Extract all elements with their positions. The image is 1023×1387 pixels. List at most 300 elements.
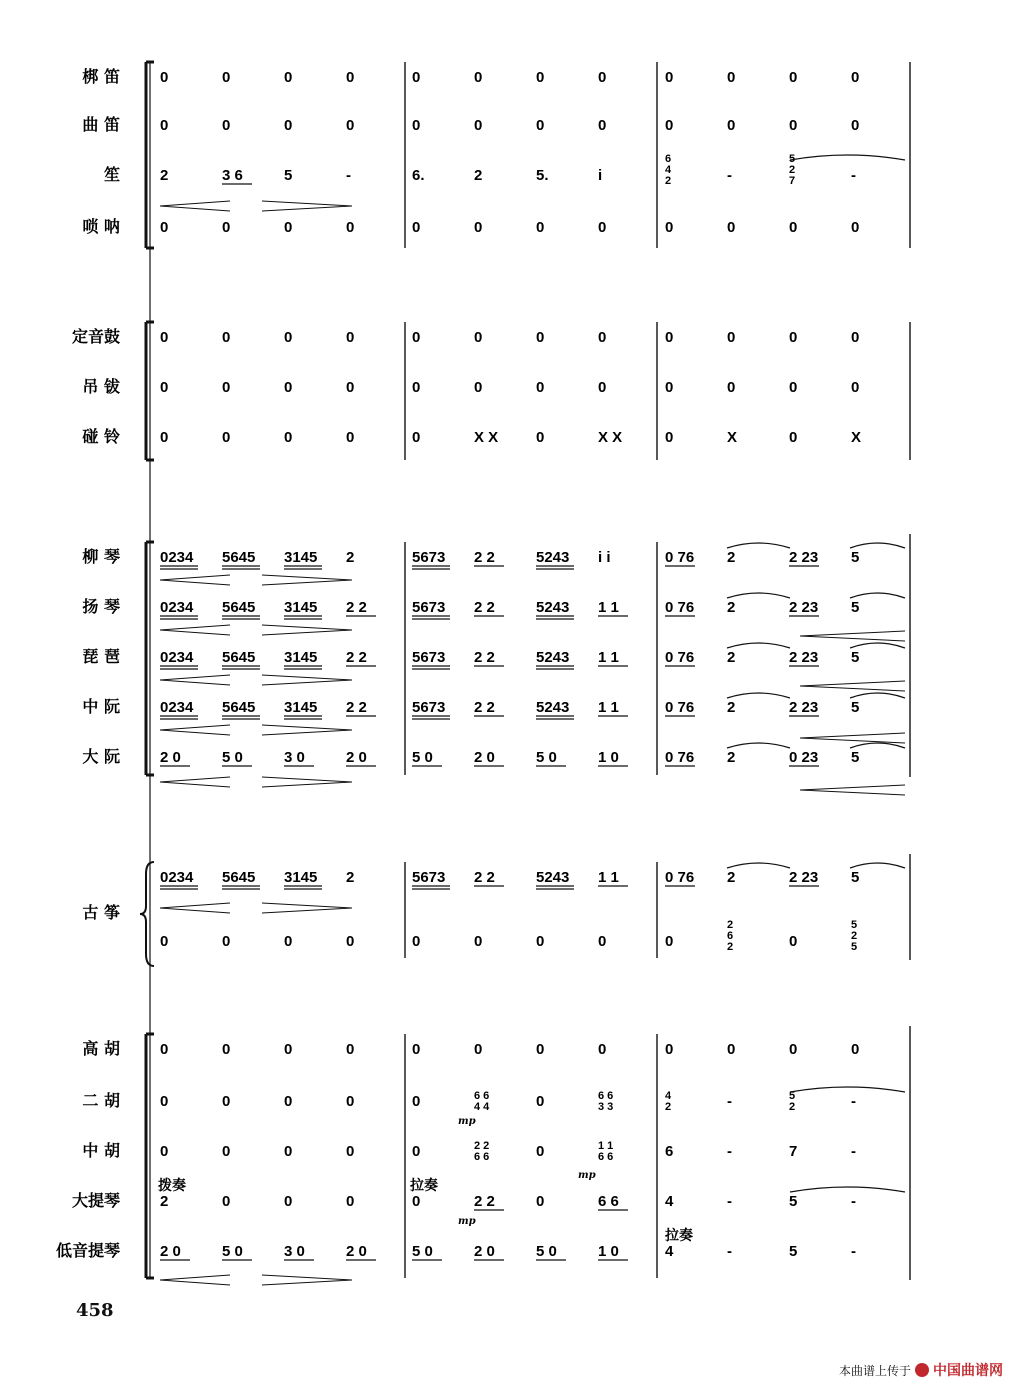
footer-text: 本曲谱上传于 (838, 1363, 911, 1378)
note: 0 (222, 117, 231, 134)
note: 2 (474, 167, 483, 184)
tie (850, 863, 905, 868)
note: 0 (727, 379, 736, 396)
tie (850, 543, 905, 548)
note: 0 (665, 69, 674, 86)
note: 0 (222, 429, 231, 446)
instrument-label: 高 胡 (82, 1039, 120, 1058)
note: 0 (284, 219, 293, 236)
note: 0 (665, 429, 674, 446)
note: 0 (160, 379, 169, 396)
tie (850, 643, 905, 648)
note: 0234 (160, 699, 194, 716)
note: 0 (160, 329, 169, 346)
decrescendo-hairpin (262, 625, 352, 635)
note: 0 (160, 933, 169, 950)
tie (727, 593, 790, 598)
instrument-label: 梆 笛 (82, 67, 120, 86)
note: 0 (284, 1143, 293, 1160)
note: 2 2 (346, 649, 367, 666)
note: 0 (412, 219, 421, 236)
note: 5243 (536, 599, 570, 616)
note: 0 (536, 69, 545, 86)
note: 5 0 (222, 749, 243, 766)
note: - (727, 1243, 732, 1260)
note: 0 (222, 1193, 231, 1210)
crescendo-hairpin (800, 631, 905, 641)
note: 0 (474, 69, 483, 86)
note: 0 (598, 379, 607, 396)
note: 0 (665, 1041, 674, 1058)
note: 0 (284, 1193, 293, 1210)
chord-note: 3 3 (598, 1101, 614, 1113)
note: 0 (851, 1041, 860, 1058)
note: - (851, 1143, 856, 1160)
note: 5 0 (412, 749, 433, 766)
chord-note: 6 6 (474, 1151, 490, 1163)
note: 0 76 (665, 749, 695, 766)
note: 0234 (160, 649, 194, 666)
tie (727, 863, 790, 868)
note: 1 1 (598, 869, 619, 886)
note: 0 (851, 117, 860, 134)
note: 2 23 (789, 549, 819, 566)
chord-note: 2 (665, 1101, 672, 1113)
tie (727, 643, 790, 648)
arco-mark: 拉奏 (665, 1228, 693, 1244)
note: 0 (474, 933, 483, 950)
note: - (727, 1193, 732, 1210)
note: 0 (727, 219, 736, 236)
note: 2 2 (474, 599, 495, 616)
note: 1 1 (598, 649, 619, 666)
note: 2 2 (346, 599, 367, 616)
note: - (727, 1093, 732, 1110)
note: 0 (284, 117, 293, 134)
instrument-label: 中 阮 (82, 697, 120, 716)
note: 5673 (412, 699, 446, 716)
note: 3 0 (284, 749, 305, 766)
note: 0 (536, 429, 545, 446)
note: - (851, 167, 856, 184)
chord-note: 4 (665, 1090, 672, 1102)
tie (790, 1087, 905, 1092)
note: 0 (536, 933, 545, 950)
crescendo-hairpin (160, 1275, 230, 1285)
note: 0 (598, 117, 607, 134)
note: 0 (474, 379, 483, 396)
note: 0234 (160, 549, 194, 566)
decrescendo-hairpin (262, 201, 352, 211)
decrescendo-hairpin (262, 777, 352, 787)
instrument-label: 柳 琴 (82, 547, 120, 566)
note: 0234 (160, 869, 194, 886)
note: 0 76 (665, 699, 695, 716)
note: 0 76 (665, 869, 695, 886)
note: 5. (536, 167, 549, 184)
note: - (851, 1193, 856, 1210)
note: 5 (851, 869, 860, 886)
note: 5645 (222, 869, 256, 886)
instrument-label: 吊 钹 (82, 377, 120, 396)
note: 0 (346, 379, 355, 396)
note: 0 (160, 117, 169, 134)
note: 0 (222, 1041, 231, 1058)
note: 0 (346, 69, 355, 86)
note: 0 (284, 933, 293, 950)
crescendo-hairpin (160, 725, 230, 735)
instrument-label: 古 筝 (82, 903, 120, 922)
note: 1 0 (598, 1243, 619, 1260)
note: 0 (346, 329, 355, 346)
note: 0 (727, 69, 736, 86)
decrescendo-hairpin (262, 725, 352, 735)
tie (850, 593, 905, 598)
tie (727, 693, 790, 698)
chord-note: 6 6 (598, 1090, 614, 1102)
note: 0 (412, 1093, 421, 1110)
note: 1 1 (598, 599, 619, 616)
note: 0 (412, 117, 421, 134)
dynamic-mp: mp (578, 1170, 596, 1181)
instrument-label: 扬 琴 (82, 597, 120, 616)
note: 0 (222, 219, 231, 236)
note: 0 (536, 1093, 545, 1110)
note: 0 (160, 1041, 169, 1058)
note: - (727, 1143, 732, 1160)
tie (850, 743, 905, 748)
arco-mark: 拉奏 (410, 1178, 438, 1194)
note: 5 (789, 1193, 798, 1210)
chord-note: 2 (727, 919, 734, 931)
note: 0 (160, 1093, 169, 1110)
note: 5243 (536, 649, 570, 666)
note: 7 (789, 1143, 798, 1160)
instrument-label: 笙 (103, 165, 120, 184)
note: 0 (598, 329, 607, 346)
chord-note: 6 6 (474, 1090, 490, 1102)
note: 0 (412, 379, 421, 396)
note: 0 (346, 117, 355, 134)
note: 2 23 (789, 699, 819, 716)
note: 0 (222, 69, 231, 86)
note: 0 23 (789, 749, 819, 766)
note: 0 76 (665, 599, 695, 616)
note: 0 (598, 69, 607, 86)
note: 0 (412, 1193, 421, 1210)
note: 3 0 (284, 1243, 305, 1260)
note: 0 (346, 933, 355, 950)
note: 2 0 (160, 1243, 181, 1260)
note: 0 (789, 329, 798, 346)
note: 0 (474, 329, 483, 346)
note: 5673 (412, 649, 446, 666)
note: 0 (727, 1041, 736, 1058)
note: 2 (160, 1193, 169, 1210)
note: 4 (665, 1243, 674, 1260)
note: 0 (474, 219, 483, 236)
note: 0 (665, 117, 674, 134)
note: - (346, 167, 351, 184)
crescendo-hairpin (160, 903, 230, 913)
note: 1 0 (598, 749, 619, 766)
note: 3145 (284, 649, 318, 666)
chord-note: 2 (727, 941, 734, 953)
note: 0 (412, 329, 421, 346)
note: 0 (665, 219, 674, 236)
note: 5673 (412, 599, 446, 616)
note: 2 2 (474, 1193, 495, 1210)
crescendo-hairpin (800, 681, 905, 691)
note: 0 (665, 933, 674, 950)
note: 2 (727, 699, 736, 716)
note: 0 76 (665, 549, 695, 566)
page-number: 458 (76, 1300, 114, 1321)
note: 2 23 (789, 869, 819, 886)
chord-note: 2 2 (474, 1140, 490, 1152)
note: 0 (284, 379, 293, 396)
note: 5673 (412, 869, 446, 886)
dynamic-mp: mp (458, 1216, 476, 1227)
note: 4 (665, 1193, 674, 1210)
note: 0 (346, 219, 355, 236)
note: 2 2 (346, 699, 367, 716)
note: 2 (727, 649, 736, 666)
chord-note: 2 (789, 1101, 796, 1113)
instrument-label: 大 阮 (82, 747, 120, 766)
chord-note: 6 6 (598, 1151, 614, 1163)
note: 5 (284, 167, 293, 184)
tie (790, 155, 905, 160)
tie (850, 693, 905, 698)
note: 5 0 (222, 1243, 243, 1260)
note: 0 (789, 429, 798, 446)
note: 0 (222, 933, 231, 950)
note: 5 (851, 549, 860, 566)
note: 0 (789, 69, 798, 86)
note: 0 (851, 379, 860, 396)
note: 2 (727, 549, 736, 566)
note: 5645 (222, 549, 256, 566)
note: 0 (789, 379, 798, 396)
note: 2 (727, 749, 736, 766)
note: 3145 (284, 699, 318, 716)
note: 0 (727, 329, 736, 346)
tie (727, 543, 790, 548)
note: 2 2 (474, 649, 495, 666)
chord-note: 2 (789, 164, 796, 176)
note: 0 (412, 1143, 421, 1160)
instrument-label: 大提琴 (71, 1191, 120, 1210)
note: 0 (346, 1041, 355, 1058)
note: 0 (536, 1143, 545, 1160)
note: 0 (222, 379, 231, 396)
note: 5645 (222, 599, 256, 616)
dynamic-mp: mp (458, 1116, 476, 1127)
crescendo-hairpin (800, 785, 905, 795)
note: 0 (346, 1193, 355, 1210)
note: 3145 (284, 599, 318, 616)
note: i (598, 167, 603, 184)
note: 2 2 (474, 869, 495, 886)
chord-note: 1 1 (598, 1140, 614, 1152)
note: 0 (536, 1041, 545, 1058)
note: 5 (851, 749, 860, 766)
note: 0 (346, 429, 355, 446)
note: 0 (412, 69, 421, 86)
crescendo-hairpin (160, 777, 230, 787)
note: 0 (474, 117, 483, 134)
note: 0 (160, 1143, 169, 1160)
note: 0 (160, 429, 169, 446)
chord-note: 5 (851, 919, 858, 931)
note: 0 (412, 1041, 421, 1058)
note: 0 (160, 69, 169, 86)
chord-note: 4 4 (474, 1101, 490, 1113)
note: 5645 (222, 649, 256, 666)
note: - (727, 167, 732, 184)
note: 2 0 (160, 749, 181, 766)
note: 5673 (412, 549, 446, 566)
note: 2 (346, 549, 355, 566)
chord-note: 5 (851, 941, 858, 953)
note: 0 (536, 379, 545, 396)
chord-note: 7 (789, 175, 796, 187)
chord-note: 4 (665, 164, 672, 176)
pizzicato-mark: 拨奏 (158, 1178, 186, 1194)
instrument-label: 碰 铃 (82, 427, 120, 446)
note: 3 6 (222, 167, 243, 184)
note: 0 (222, 1093, 231, 1110)
instrument-label: 琵 琶 (82, 647, 120, 666)
note: 0 (851, 329, 860, 346)
note: 0 (598, 1041, 607, 1058)
note: 0 (536, 1193, 545, 1210)
note: 0 (851, 69, 860, 86)
note: 5 0 (412, 1243, 433, 1260)
note: 0 (598, 933, 607, 950)
note: 0 (284, 1041, 293, 1058)
note: - (851, 1243, 856, 1260)
chord-note: 2 (851, 930, 858, 942)
site-logo-text: 中国曲谱网 (933, 1363, 1003, 1379)
note: 0 (789, 933, 798, 950)
chord-note: 5 (789, 1090, 796, 1102)
note: 0 (851, 219, 860, 236)
note: 2 (160, 167, 169, 184)
note: 2 (346, 869, 355, 886)
footer (839, 1360, 1003, 1380)
note: 0 (789, 1041, 798, 1058)
note: 0 76 (665, 649, 695, 666)
note: 5 (851, 599, 860, 616)
note: 0 (536, 219, 545, 236)
note: 0 (789, 219, 798, 236)
crescendo-hairpin (160, 675, 230, 685)
crescendo-hairpin (160, 201, 230, 211)
note: 2 2 (474, 549, 495, 566)
instrument-label: 二 胡 (82, 1091, 120, 1110)
note: 6. (412, 167, 425, 184)
note: 2 (727, 599, 736, 616)
crescendo-hairpin (800, 733, 905, 743)
note: 5 (789, 1243, 798, 1260)
note: 0 (160, 219, 169, 236)
note: 0 (474, 1041, 483, 1058)
note: 2 23 (789, 649, 819, 666)
note: 0 (727, 117, 736, 134)
note: 1 1 (598, 699, 619, 716)
note: 0 (598, 219, 607, 236)
note: 5645 (222, 699, 256, 716)
note: 0 (665, 379, 674, 396)
note: 5243 (536, 549, 570, 566)
brace-guzheng (140, 862, 154, 966)
note: 2 0 (474, 1243, 495, 1260)
note: 0 (346, 1093, 355, 1110)
note: 5243 (536, 699, 570, 716)
note: 0234 (160, 599, 194, 616)
crescendo-hairpin (160, 575, 230, 585)
note: 6 (665, 1143, 674, 1160)
note: 0 (412, 933, 421, 950)
instrument-label: 定音鼓 (71, 327, 120, 346)
tie (727, 743, 790, 748)
note: 0 (284, 429, 293, 446)
chord-note: 5 (789, 153, 796, 165)
note: 0 (536, 117, 545, 134)
note: 3145 (284, 869, 318, 886)
tie (790, 1187, 905, 1192)
note: 0 (346, 1143, 355, 1160)
note: 2 23 (789, 599, 819, 616)
note: 2 0 (474, 749, 495, 766)
decrescendo-hairpin (262, 1275, 352, 1285)
note: - (851, 1093, 856, 1110)
instrument-label: 曲 笛 (82, 115, 120, 134)
crescendo-hairpin (160, 625, 230, 635)
note: X (727, 429, 738, 446)
note: 0 (284, 329, 293, 346)
note: 0 (222, 329, 231, 346)
note: 5 (851, 699, 860, 716)
note: 0 (665, 329, 674, 346)
instrument-label: 唢 呐 (82, 217, 120, 236)
note: 0 (222, 1143, 231, 1160)
note: X (851, 429, 862, 446)
note: 0 (284, 69, 293, 86)
decrescendo-hairpin (262, 675, 352, 685)
note: 2 (727, 869, 736, 886)
note: 5 0 (536, 1243, 557, 1260)
note: 0 (284, 1093, 293, 1110)
note: 6 6 (598, 1193, 619, 1210)
note: i i (598, 549, 611, 566)
note: 0 (536, 329, 545, 346)
decrescendo-hairpin (262, 903, 352, 913)
chord-note: 2 (665, 175, 672, 187)
note: 5 0 (536, 749, 557, 766)
site-logo-icon (915, 1363, 929, 1377)
note: 5 (851, 649, 860, 666)
note: 2 0 (346, 749, 367, 766)
instrument-label: 低音提琴 (55, 1241, 120, 1260)
note: 5243 (536, 869, 570, 886)
instrument-label: 中 胡 (82, 1141, 120, 1160)
note: 3145 (284, 549, 318, 566)
decrescendo-hairpin (262, 575, 352, 585)
note: 0 (412, 429, 421, 446)
